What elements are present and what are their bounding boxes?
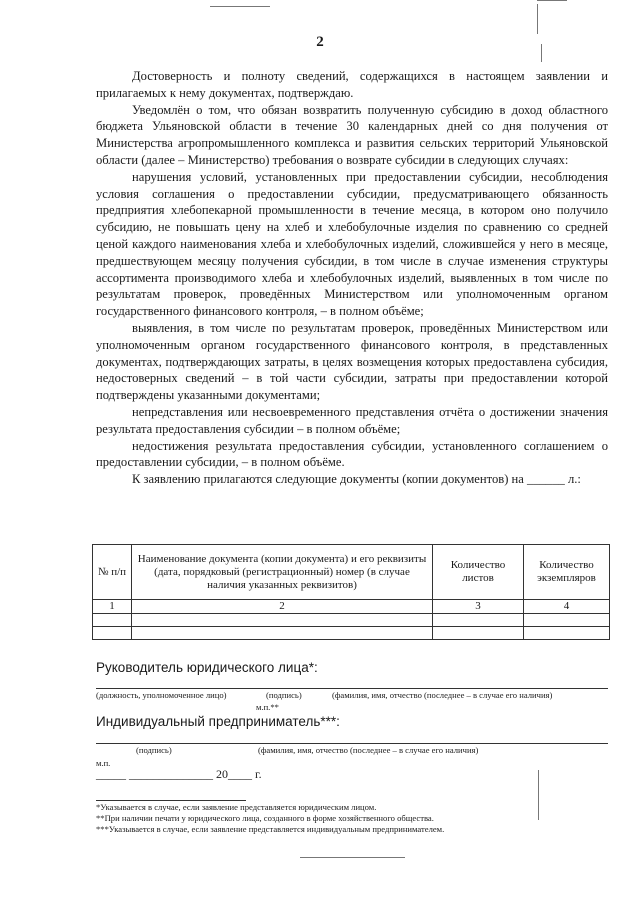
scan-mark [210,6,270,7]
table-cell: 1 [93,600,132,614]
legal-head-label: Руководитель юридического лица*: [96,660,318,675]
column-header-document: Наименование документа (копии документа) и его реквизиты (дата, порядковый (регистрационный) номер (в случае наличия указанных реквизитов) [132,545,433,600]
paragraph: К заявлению прилагаются следующие документы (копии документов) на ______ л.: [132,472,581,487]
paragraph: недостижения результата предоставления субсидии, установленного соглашением о предоставлении субсидии, – в полном объёме. [96,438,608,470]
stamp-label: м.п.** [256,702,279,712]
table-cell: 3 [433,600,524,614]
table-header-row [93,545,610,600]
paragraph: Уведомлён о том, что обязан возвратить полученную субсидию в доход областного бюджета Ульяновской области в течение 30 календарных дней со дня получения от Министерства агропромышленного комплекса и развития сельских территорий Ульяновской области (далее – Министерство) требования о возврате субсидии в следующих случаях: [96,102,608,167]
scan-mark [538,770,539,820]
documents-table [92,544,610,640]
caption-position: (должность, уполномоченное лицо) [96,690,227,700]
entrepreneur-label: Индивидуальный предприниматель***: [96,714,340,729]
table-cell [93,627,132,640]
date-line: _____ ______________ 20____ г. [96,767,262,781]
footnote: ***Указывается в случае, если заявление представляется индивидуальным предпринимателем. [96,824,445,834]
paragraph: выявления, в том числе по результатам проверок, проведённых Министерством или уполномоченным органом государственного финансового контроля, в представленных документах, подтверждающих затраты, в целях возмещения которых предоставлена субсидия, недостоверных сведений – в той части субсидии, затраты при предоставлении которой подтверждены указанными документами; [96,320,608,403]
table-cell: 2 [132,600,433,614]
column-header-number: № п/п [93,545,132,600]
paragraph: Достоверность и полноту сведений, содержащихся в настоящем заявлении и прилагаемых к нему документах, подтверждаю. [96,69,608,100]
table-cell [132,627,433,640]
caption-full-name: (фамилия, имя, отчество (последнее – в случае его наличия) [258,745,479,755]
column-header-sheets: Количество листов [433,545,524,600]
footnote: **При наличии печати у юридического лица, созданного в форме хозяйственного общества. [96,813,434,823]
table-row [93,627,610,640]
caption-signature: (подпись) [266,690,302,700]
scan-mark [300,857,405,858]
column-header-copies: Количество экземпляров [524,545,610,600]
document-body [96,68,608,488]
paragraph: непредставления или несвоевременного представления отчёта о достижении значения результата предоставления субсидии – в полном объёме; [96,404,608,436]
footnote: *Указывается в случае, если заявление представляется юридическим лицом. [96,802,377,812]
table-row [93,614,610,627]
table-cell: 4 [524,600,610,614]
page-number: 2 [316,34,324,50]
caption-signature: (подпись) [136,745,172,755]
table-cell [524,614,610,627]
caption-full-name: (фамилия, имя, отчество (последнее – в случае его наличия) [332,690,553,700]
scan-mark [537,4,538,34]
signature-line [96,743,608,744]
signature-line [96,688,608,689]
table-cell [93,614,132,627]
stamp-label: м.п. [96,758,111,768]
scan-mark [537,0,567,1]
paragraph: нарушения условий, установленных при предоставлении субсидии, несоблюдения условия соглашения о предоставлении субсидии, предусматривающего обязанность предприятия хлебопекарной промышленности в течение месяца, в котором оно получило субсидию, не повышать цену на хлеб и хлебобулочные изделия по сравнению со средней ценой каждого наименования хлеба и хлебобулочных изделий, сложившейся у него в месяце, предшествующем месяцу получения субсидии, в том числе в случае изменения структуры ассортимента производимого хлеба и хлебобулочных изделий, выявленных в том числе по результатам проверок, проведённых Министерством или уполномоченным органом государственного финансового контроля, – в полном объёме; [96,169,608,319]
footnote-separator [96,800,246,801]
table-cell [433,627,524,640]
table-numbering-row [93,600,610,614]
table-cell [132,614,433,627]
table-cell [524,627,610,640]
table-cell [433,614,524,627]
